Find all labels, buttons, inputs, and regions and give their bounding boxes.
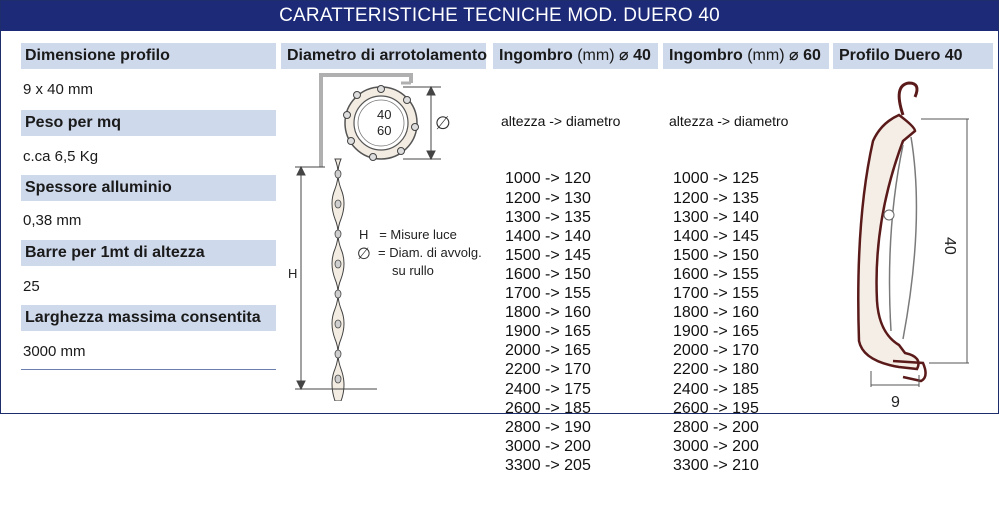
table40-header-unit: (mm)	[577, 47, 615, 64]
slat-stack	[332, 159, 344, 401]
roll-value-40: 40	[377, 107, 392, 122]
table40-header	[493, 43, 658, 69]
table60-row: 1700 -> 155	[673, 285, 759, 303]
table40-row: 2400 -> 175	[505, 380, 591, 398]
table40-subheader: altezza -> diametro	[501, 113, 621, 130]
table60-row: 3300 -> 210	[673, 456, 759, 474]
table60-row: 1900 -> 165	[673, 323, 759, 341]
spec-value-weight: c.ca 6,5 Kg	[23, 148, 99, 165]
table60-header-label: Ingombro	[669, 47, 743, 64]
table40-row: 1600 -> 150	[505, 265, 591, 283]
table60-row: 2400 -> 185	[673, 380, 759, 398]
spec-label-bars: Barre per 1mt di altezza	[21, 240, 276, 266]
table40-row: 2000 -> 165	[505, 342, 591, 360]
table60-row: 2800 -> 200	[673, 418, 759, 436]
legend-h: H = Misure luce	[359, 227, 457, 242]
legend-diameter-symbol: ∅	[357, 246, 371, 263]
table40-header-suffix: ⌀ 40	[618, 47, 651, 64]
table40-row: 1200 -> 130	[505, 189, 591, 207]
table60-row: 2600 -> 195	[673, 399, 759, 417]
table40-header-label: Ingombro	[499, 47, 573, 64]
table60-row: 1500 -> 150	[673, 246, 759, 264]
table60-subheader: altezza -> diametro	[669, 113, 789, 130]
profile-height-label: 40	[941, 237, 958, 255]
roll-value-60: 60	[377, 123, 392, 138]
table60-header-unit: (mm)	[747, 47, 785, 64]
spec-value-max-width: 3000 mm	[23, 343, 86, 360]
table40-row: 1400 -> 140	[505, 227, 591, 245]
spec-label-max-width: Larghezza massima consentita	[21, 305, 276, 331]
profile-hook	[899, 83, 917, 115]
table60-row: 1300 -> 140	[673, 208, 759, 226]
table60-row: 2000 -> 170	[673, 342, 759, 360]
spec-value-thickness: 0,38 mm	[23, 212, 82, 229]
table60	[669, 74, 788, 513]
table60-row: 1600 -> 155	[673, 265, 759, 283]
profile-body	[858, 115, 918, 369]
table40-row: 1500 -> 145	[505, 246, 591, 264]
table60-row: 1000 -> 125	[673, 170, 759, 188]
table60-row: 3000 -> 200	[673, 437, 759, 455]
spec-label-dimension: Dimensione profilo	[21, 43, 276, 69]
legend-diameter-1: = Diam. di avvolg.	[378, 245, 482, 260]
table40-row: 1700 -> 155	[505, 285, 591, 303]
table60-row: 1800 -> 160	[673, 304, 759, 322]
diameter-symbol: ∅	[435, 113, 451, 133]
table40-row: 2800 -> 190	[505, 418, 591, 436]
table40-row: 3000 -> 200	[505, 437, 591, 455]
spec-label-thickness: Spessore alluminio	[21, 175, 276, 201]
page-title: CARATTERISTICHE TECNICHE MOD. DUERO 40	[1, 1, 998, 31]
table60-header-suffix: ⌀ 60	[788, 47, 821, 64]
table60-header	[663, 43, 829, 69]
table40	[501, 74, 620, 513]
table40-row: 1300 -> 135	[505, 208, 591, 226]
roll-diagram	[281, 71, 491, 401]
divider	[21, 369, 276, 370]
spec-value-bars: 25	[23, 278, 40, 295]
table40-row: 3300 -> 205	[505, 456, 591, 474]
legend-diameter-2: su rullo	[392, 263, 434, 278]
profile-drawing	[833, 71, 993, 411]
spec-label-weight: Peso per mq	[21, 110, 276, 136]
table40-row: 2200 -> 170	[505, 361, 591, 379]
h-label: H	[288, 266, 298, 281]
spec-value-dimension: 9 x 40 mm	[23, 81, 94, 98]
diagram-header: Diametro di arrotolamento	[281, 43, 486, 69]
table60-row: 2200 -> 180	[673, 361, 759, 379]
table60-row: 1400 -> 145	[673, 227, 759, 245]
profile-width-label: 9	[891, 394, 900, 411]
table40-row: 1000 -> 120	[505, 170, 591, 188]
table40-row: 1800 -> 160	[505, 304, 591, 322]
profile-header: Profilo Duero 40	[833, 43, 993, 69]
table40-row: 2600 -> 185	[505, 399, 591, 417]
table60-row: 1200 -> 135	[673, 189, 759, 207]
table40-row: 1900 -> 165	[505, 323, 591, 341]
